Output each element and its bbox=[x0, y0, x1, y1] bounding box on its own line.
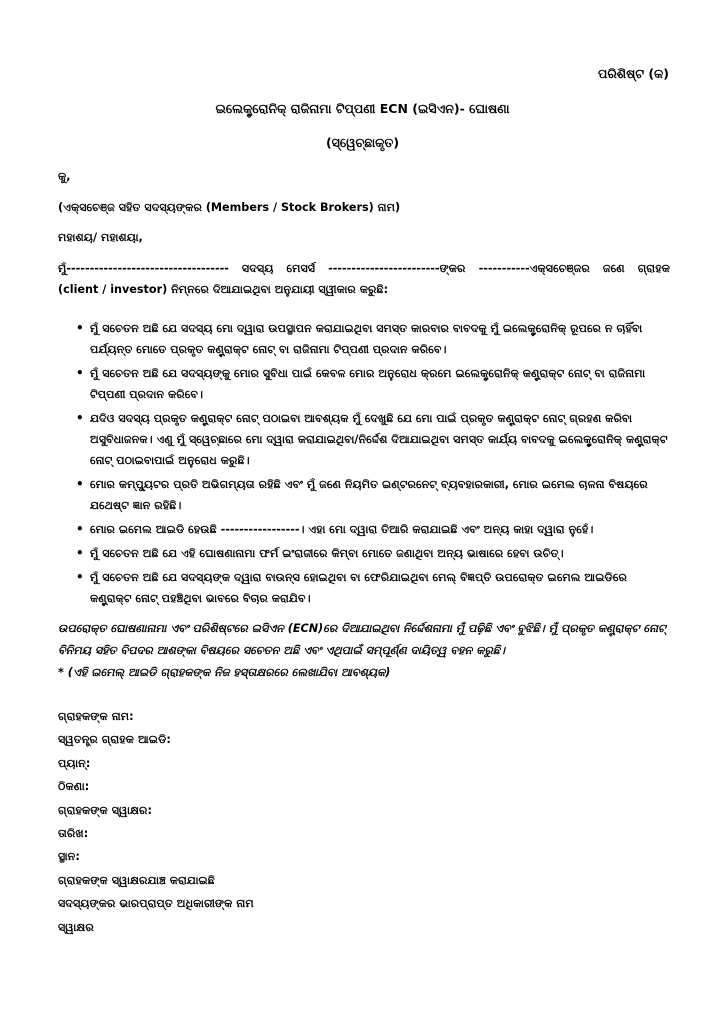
client-name-label: ଗ୍ରାହକଙ୍କ ନାମ: bbox=[58, 710, 134, 723]
bullet-icon: • bbox=[76, 321, 84, 335]
bullet-icon: • bbox=[76, 411, 84, 425]
client-details-form bbox=[58, 705, 254, 939]
point-text: ମୋର ଇମେଲ ଆଇଡି ହେଉଛି -----------------। ଏହା ମୋ ଦ୍ୱାରା ତିଆରି କରାଯାଇଛି ଏବଂ ଅନ୍ୟ କାହା ଦ୍ୱାରା ନୁହେଁ। bbox=[90, 523, 594, 536]
point-text: ମୁଁ ସଚେତନ ଅଛି ଯେ ସଦସ୍ୟଙ୍କ ଦ୍ୱାରା ବାଉନ୍ସ ହୋଇଥିବା ବା ଫେରିଯାଇଥିବା ମେଲ୍ ବିଜ୍ଞପ୍ତି ଉପରୋକ୍ତ ଇମେଲ ଆଇଡିରେ କଣ୍ଟ୍ରାକ୍ଟ ନୋଟ୍ ପହଞ୍ଚିଥିବା ଭାବରେ ବିଚାର କରାଯିବ। bbox=[90, 571, 627, 605]
point-text: ଯଦିଓ ସଦସ୍ୟ ପ୍ରକୃତ କଣ୍ଟ୍ରାକ୍ଟ ନୋଟ୍ ପଠାଇବା ଆବଶ୍ୟକ ମୁଁ ଦେଖୁଛି ଯେ ମୋ ପାଇଁ ପ୍ରକୃତ କଣ୍ଟ୍ରାକ୍ଟ ନୋଟ୍ ଗ୍ରହଣ କରିବା ଅସୁବିଧାଜନକ। ଏଣୁ ମୁଁ ସ୍ୱେଚ୍ଛାରେ ମୋ ଦ୍ୱାରା କରାଯାଇଥିବା/ନିର୍ଦ୍ଦେଶ ଦିଆଯାଇଥିବା ସମସ୍ତ କାର୍ଯ୍ୟ ବାବଦକୁ ଇଲେକ୍ଟ୍ରୋନିକ୍ କଣ୍ଟ୍ରାକ୍ଟ ନୋଟ୍ ପଠାଇବାପାଇଁ ଅନୁରୋଧ କରୁଛି। bbox=[90, 412, 668, 467]
point-text: ମୁଁ ସଚେତନ ଅଛି ଯେ ସଦସ୍ୟ ମୋ ଦ୍ୱାରା ଉପସ୍ଥାପନ କରାଯାଇଥିବା ସମସ୍ତ କାରବାର ବାବଦକୁ ମୁଁ ଇଲେକ୍ଟ୍ରୋନିକ୍ ରୂପରେ ନ ଚାହିଁବା ପର୍ଯ୍ୟନ୍ତ ମୋତେ ପ୍ରକୃତ କଣ୍ଟ୍ରାକ୍ଟ ନୋଟ୍ ବା ରାଜିନାମା ଟିପ୍ପଣୀ ପ୍ରଦାନ କରିବେ। bbox=[90, 322, 643, 356]
list-item bbox=[58, 363, 670, 405]
pan-label: ପ୍ୟାନ୍: bbox=[58, 756, 91, 770]
declaration-points bbox=[58, 318, 670, 612]
bullet-icon: • bbox=[76, 522, 84, 536]
place-label: ସ୍ଥାନ: bbox=[58, 850, 80, 864]
officer-name-label: ସଦସ୍ୟଙ୍କର ଭାରପ୍ରାପ୍ତ ଅଧିକାରୀଙ୍କ ନାମ bbox=[58, 897, 254, 911]
list-item bbox=[58, 408, 670, 471]
signature-verified-label: ଗ୍ରାହକଙ୍କ ସ୍ୱାକ୍ଷରଯାଞ୍ଚ କରାଯାଇଛି bbox=[58, 873, 215, 887]
list-item bbox=[58, 474, 670, 516]
client-id-label: ସ୍ୱତନ୍ତ୍ର ଗ୍ରାହକ ଆଇଡି: bbox=[58, 733, 171, 747]
client-signature-label: ଗ୍ରାହକଙ୍କ ସ୍ୱାକ୍ଷର: bbox=[58, 803, 152, 817]
salutation: ମହାଶୟ/ ମହାଶୟା, bbox=[58, 231, 143, 244]
annexure-label: ପରିଶିଷ୍ଟ (କ) bbox=[597, 66, 669, 81]
address-to: କୁ, bbox=[58, 170, 71, 183]
list-item bbox=[58, 567, 670, 609]
bullet-icon: • bbox=[76, 570, 84, 584]
date-label: ତାରିଖ: bbox=[58, 826, 89, 840]
signature-label: ସ୍ୱାକ୍ଷର bbox=[58, 920, 94, 934]
bullet-icon: • bbox=[76, 477, 84, 491]
intro-line-2: (client / investor) ନିମ୍ନରେ ଦିଆଯାଇଥିବା ଅନୁଯାୟୀ ସ୍ୱୀକାର କରୁଛି: bbox=[58, 283, 389, 296]
bullet-icon: • bbox=[76, 546, 84, 560]
point-text: ମୋର କମ୍ପ୍ୟୁଟର ପ୍ରତି ଅଭିଗମ୍ୟତା ରହିଛି ଏବଂ ମୁଁ ଜଣେ ନିୟମିତ ଇଣ୍ଟରନେଟ୍ ବ୍ୟବହାରକାରୀ, ମୋର ଇମେଲ ଚାଳନା ବିଷୟରେ ଯଥେଷ୍ଟ ଜ୍ଞାନ ରହିଛି। bbox=[90, 478, 648, 512]
bullet-icon: • bbox=[76, 366, 84, 380]
acknowledgement-paragraph: ଉପରୋକ୍ତ ଘୋଷଣାନାମା ଏବଂ ପରିଶିଷ୍ଟରେ ଇସିଏନ (ECN)ରେ ଦିଆଯାଇଥିବା ନିର୍ଦ୍ଦେଶନାମା ମୁଁ ପଢ଼ିଛି ଏବଂ ବୁଝିଛି। ମୁଁ ପ୍ରକୃତ କଣ୍ଟ୍ରାକ୍ଟ ନୋଟ୍ ବିନିମୟ ସହିତ ବିପଦର ଆଶଙ୍କା ବିଷୟରେ ସଚେତନ ଅଛି ଏବଂ ଏଥିପାଇଁ ସମ୍ପୂର୍ଣ୍ଣ ଦାୟିତ୍ୱ ବହନ କରୁଛି। bbox=[58, 622, 666, 657]
list-item bbox=[58, 543, 670, 564]
point-text: ମୁଁ ସଚେତନ ଅଛି ଯେ ସଦସ୍ୟଙ୍କୁ ମୋର ସୁବିଧା ପାଇଁ କେବଳ ମୋର ଅନୁରୋଧ କ୍ରମେ ଇଲେକ୍ଟ୍ରୋନିକ୍ କଣ୍ଟ୍ରାକ୍ଟ ନୋଟ୍ ବା ରାଜିନାମା ଟିପ୍ପଣୀ ପ୍ରଦାନ କରିବେ। bbox=[90, 367, 646, 401]
list-item bbox=[58, 519, 670, 540]
address-label: ଠିକଣା: bbox=[58, 780, 90, 794]
list-item bbox=[58, 318, 670, 360]
page-title: ଇଲେକ୍ଟ୍ରୋନିକ୍ ରାଜିନାମା ଟିପ୍ପଣୀ ECN (ଇସିଏନ)- ଘୋଷଣା bbox=[215, 101, 510, 116]
intro-line-1: ମୁଁ----------------------------------- ସଦସ୍ୟ ମେସର୍ସ ------------------------ଙ୍କର -----------ଏକ୍ସଚେଞ୍ଜର ଜଣେ ଗ୍ରାହକ bbox=[58, 262, 670, 275]
point-text: ମୁଁ ସଚେତନ ଅଛି ଯେ ଏହି ଘୋଷଣାନାମା ଫର୍ମ ଇଂରାଜୀରେ କିମ୍ବା ମୋତେ ଜଣାଥିବା ଅନ୍ୟ ଭାଷାରେ ହେବା ଉଚିତ୍। bbox=[90, 547, 564, 560]
page-subtitle: (ସ୍ୱେଚ୍ଛାକୃତ) bbox=[325, 135, 400, 150]
recipient-line: (ଏକ୍ସଚେଞ୍ଜ ସହିତ ସଦସ୍ୟଙ୍କର (Members / Stock Brokers) ନାମ) bbox=[58, 201, 401, 214]
email-note: * (ଏହି ଇମେଲ୍ ଆଇଡି ଗ୍ରାହକଙ୍କ ନିଜ ହସ୍ତାକ୍ଷରରେ ଲେଖାଯିବା ଆବଶ୍ୟକ) bbox=[58, 666, 391, 679]
